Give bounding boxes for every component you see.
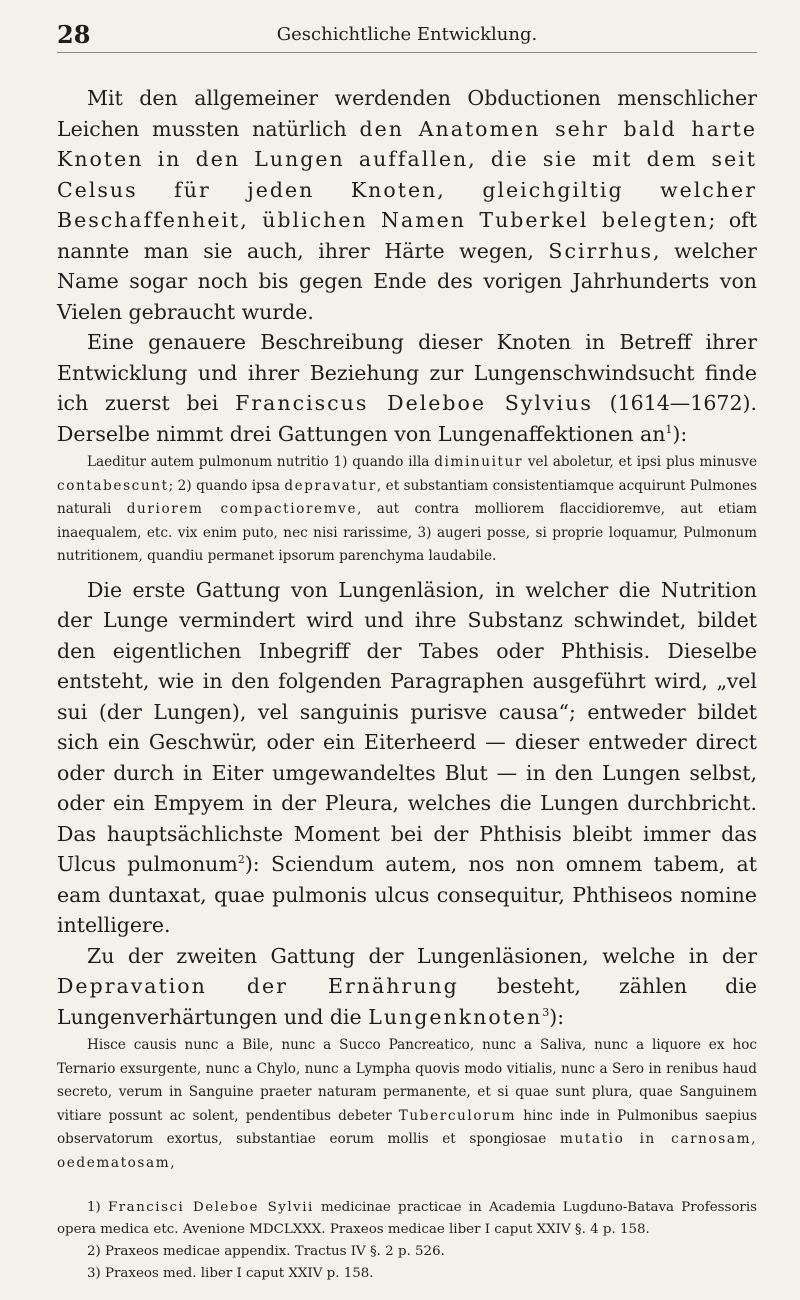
q1-spaced-3: depravatur [284, 477, 377, 494]
footnote-ref-1: 1 [665, 422, 673, 436]
footnote-1-author: Francisci Deleboe Sylvii [107, 1200, 314, 1215]
paragraph-sylvius [57, 327, 757, 449]
page-header [57, 20, 757, 53]
latin-quote-nutritio [57, 451, 757, 569]
book-page [57, 20, 757, 1285]
p3-text-1: Die erste Gattung von Lungenläsion, in welcher die Nutrition der Lunge vermindert wird und ihre Substanz schwindet, bildet den eigentlichen Inbegriff der Tabes oder Phthisis. Dieselbe entsteht, wie in den folgenden Paragraphen ausgeführt wird, „vel sui (der Lungen), vel sanguinis purisve causa“; entweder bildet sich ein Geschwür, oder ein Eiterheerd — dieser entweder direct oder durch in Eiter umgewandeltes Blut — in den Lungen selbst, oder ein Empyem in der Pleura, welches die Lungen durchbricht. Das hauptsächlichste Moment bei der Phthisis bleibt immer das Ulcus pulmonum [57, 577, 757, 876]
paragraph-zweite-gattung [57, 941, 757, 1033]
p3-text-2: ): Sciendum autem, nos non omnem tabem, at eam duntaxat, quae pulmonis ulcus consequitur, Phthiseos nomine intelligere. [57, 852, 757, 937]
p2-spaced-1: Franciscus Deleboe Sylvius [235, 391, 593, 415]
q1-text-1: Laeditur autem pulmonum nutritio 1) quando illa [87, 454, 435, 470]
p1-text-2: oft nannte man sie auch, ihrer Härte wegen, [57, 208, 758, 263]
footnote-2: 2) Praxeos medicae appendix. Tractus IV §. 2 p. 526. [87, 1244, 445, 1259]
footnotes [57, 1197, 757, 1285]
p4-spaced-2: Lungenknoten [368, 1004, 543, 1029]
footnote-ref-3: 3 [542, 1005, 550, 1019]
p2-text-1: Eine genauere Beschreibung dieser Knoten in Betreff ihrer Entwicklung und ihrer Beziehung zur Lungenschwindsucht finde ich zuerst bei [57, 330, 757, 415]
p4-text-3: ): [549, 1004, 565, 1029]
p1-text-1: Mit den allgemeiner werdenden Obductionen menschlicher Leichen mussten natürlich [57, 86, 757, 141]
footnote-1-number: 1) [87, 1200, 108, 1215]
p1-spaced-1: den Anatomen sehr bald harte Knoten in den Lungen auffallen, die sie mit dem seit Celsus für jeden Knoten, gleichgiltig welcher Beschaffenheit, üblichen Namen Tuberkel belegten; [57, 116, 757, 232]
q2-text-1: Hisce causis nunc a Bile, nunc a Succo Pancreatico, nunc a Saliva, nunc a liquore ex hoc Ternario exsurgente, nunc a Chylo, nunc a Lympha quovis modo vitialis, nunc a Sero in renibus haud secreto, verum in Sanguine praeter naturam permanente, et si quae sunt plura, quae Sanguinem vitiare possunt ac solent, pendentibus debeter [57, 1037, 757, 1124]
page-number: 28 [57, 20, 91, 49]
footnote-1-text: medicinae practicae in Academia Lugduno-Batava Professoris opera medica etc. Avenione MDCLXXX. Praxeos medicae liber I caput XXIV §. 4 p. 158. [57, 1200, 757, 1237]
q2-text-2: hinc inde in Pulmonibus saepius observatorum exortus, substantiae eorum mollis et spongiosae [57, 1107, 757, 1147]
footnote-1 [57, 1197, 757, 1241]
q2-spaced-1: Tuberculorum [398, 1107, 517, 1124]
q1-text-5: , aut contra molliorem flaccidioremve, aut etiam inaequalem, etc. vix enim puto, nec nisi rarissime, 3) augeri posse, si proprie loquamur, Pulmonum nutritionem, quandiu permanet ipsorum parenchyma laudabile. [57, 501, 757, 564]
footnote-3: 3) Praxeos med. liber I caput XXIV p. 158. [87, 1266, 374, 1281]
q1-spaced-4: duriorem compactioremve [126, 501, 358, 517]
paragraph-obductionen [57, 83, 757, 327]
paragraph-erste-gattung [57, 575, 757, 941]
p2-text-2: (1614—1672). Derselbe nimmt drei Gattungen von Lungenaffektionen an [57, 391, 757, 446]
running-head: Geschichtliche Entwicklung. [276, 24, 538, 45]
p1-spaced-2: Scirrhus [548, 238, 654, 263]
q1-spaced-2: contabescunt [57, 477, 169, 494]
q1-spaced-1: diminuitur [434, 454, 524, 470]
footnote-ref-2: 2 [237, 853, 245, 867]
p4-text-2: besteht, zählen die Lungenverhärtungen und die [57, 974, 757, 1029]
p4-spaced-1: Depravation der Ernährung [57, 974, 459, 998]
latin-quote-causis [57, 1034, 757, 1175]
q2-spaced-2: mutatio in carnosam, oedematosam, [57, 1131, 757, 1171]
p2-text-3: ): [672, 421, 688, 446]
p4-text-1: Zu der zweiten Gattung der Lungenläsionen, welche in der [87, 943, 757, 968]
p1-text-3: , welcher Name sogar noch bis gegen Ende des vorigen Jahrhunderts von Vielen gebraucht wurde. [57, 238, 757, 324]
q1-text-4: , et substantiam consistentiamque acquirunt Pulmones naturali [57, 477, 758, 517]
q1-text-2: vel aboletur, et ipsi plus minusve [523, 454, 757, 470]
q1-text-3: ; 2) quando ipsa [168, 477, 285, 494]
